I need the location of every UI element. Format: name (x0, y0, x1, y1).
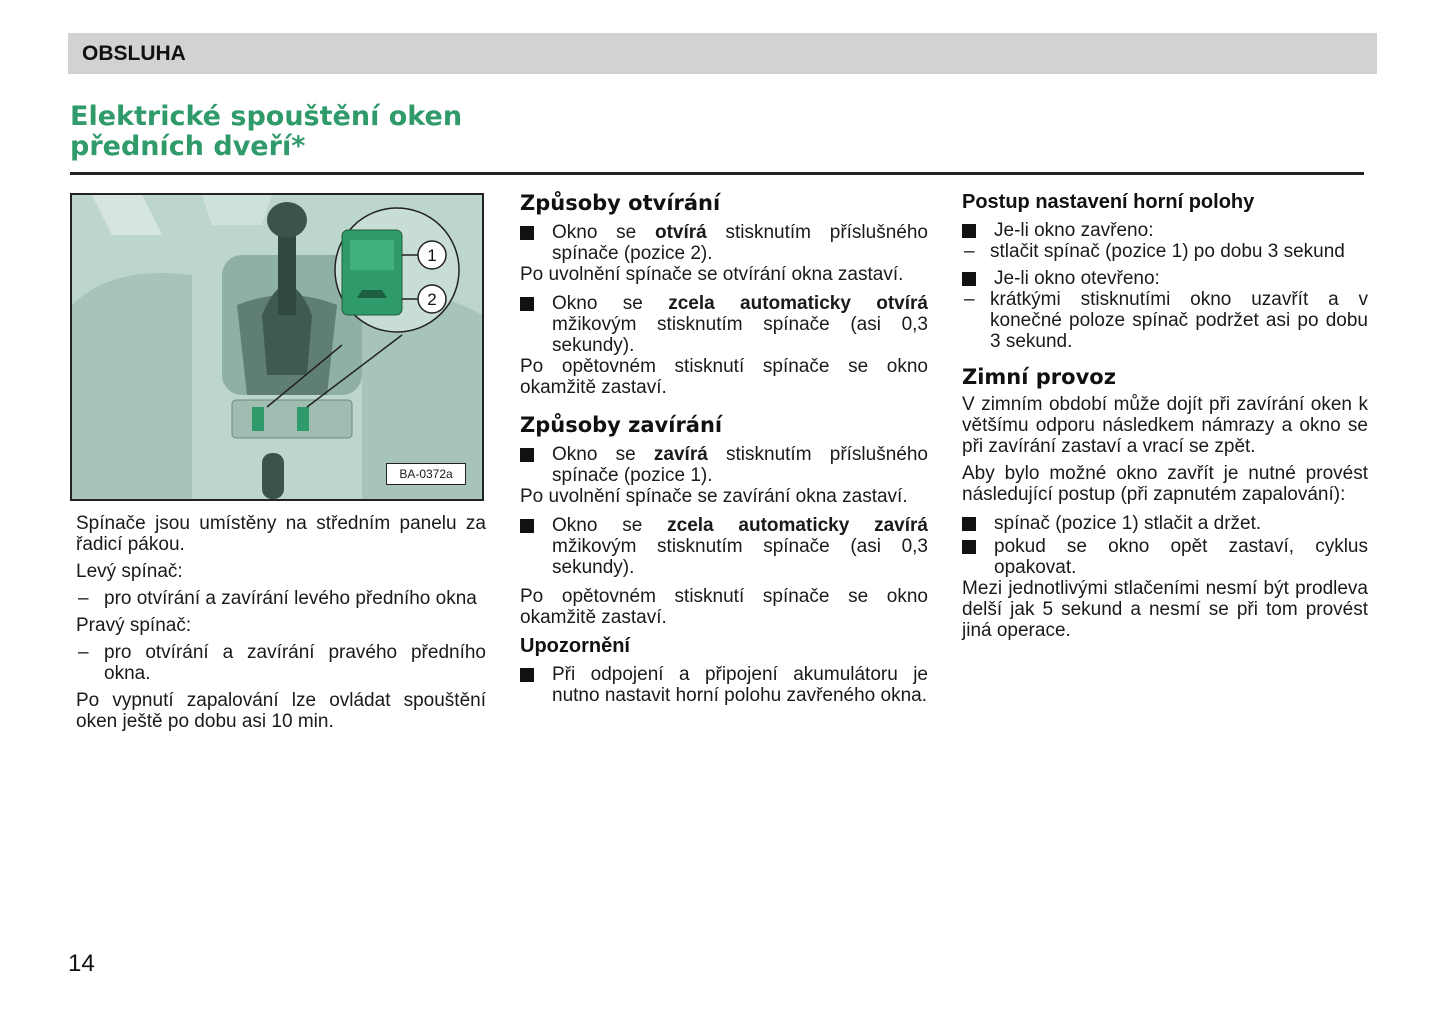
winter-bullet-1: spínač (pozice 1) stlačit a držet. (962, 513, 1368, 534)
heading-top-position: Postup nastavení horní polohy (962, 191, 1255, 213)
winter-text-1: V zimním období může dojít při zavírání oken k většímu odporu následkem námrazy a okno se při zavírání zastaví a vrací se zpět. (962, 394, 1368, 457)
winter-text-3: Mezi jednotlivými stlačeními nesmí být prodleva delší jak 5 sekund a nesmí se při tom provést jiná operace. (962, 578, 1368, 641)
winter-text-2: Aby bylo možné okno zavřít je nutné provést následující postup (při zapnutém zapalování): (962, 463, 1368, 505)
close-stop-text: Po opětovném stisknutí spínače se okno okamžitě zastaví. (520, 586, 928, 628)
bullet-square-icon (520, 519, 534, 533)
open-stop-text: Po opětovném stisknutí spínače se okno okamžitě zastaví. (520, 356, 928, 398)
column-right (962, 190, 1368, 641)
callout-2: 2 (427, 290, 437, 309)
page-number: 14 (68, 950, 95, 977)
setup-dash-2: – krátkými stisknutími okno uzavřít a v konečné poloze spínač podržet asi po dobu 3 sekund. (964, 289, 1368, 352)
column-left (76, 513, 486, 732)
open-release-text: Po uvolnění spínače se otvírání okna zastaví. (520, 264, 904, 285)
setup-bullet-2: Je-li okno otevřeno: (962, 268, 1368, 289)
bullet-square-icon (962, 224, 976, 238)
switch-location-text: Spínače jsou umístěny na středním panelu za řadicí pákou. (76, 513, 486, 555)
setup-dash-1: – stlačit spínač (pozice 1) po dobu 3 sekund (964, 241, 1345, 262)
close-release-text: Po uvolnění spínače se zavírání okna zastaví. (520, 486, 908, 507)
title-divider (70, 172, 1364, 175)
heading-winter: Zimní provoz (962, 365, 1116, 389)
page-title-line1: Elektrické spouštění oken (70, 101, 463, 132)
open-bullet-2: Okno se zcela automaticky otvírá mžikovým stisknutím spínače (asi 0,3 sekundy). (520, 293, 928, 356)
bullet-square-icon (962, 517, 976, 531)
figure-code: BA-0372a (386, 463, 466, 485)
left-switch-label: Levý spínač: (76, 561, 183, 582)
callout-1: 1 (427, 246, 437, 265)
setup-bullet-1: Je-li okno zavřeno: (962, 220, 1368, 241)
bullet-square-icon (962, 272, 976, 286)
warning-bullet: Při odpojení a připojení akumulátoru je nutno nastavit horní polohu zavřeného okna. (520, 664, 928, 706)
heading-closing: Způsoby zavírání (520, 413, 723, 437)
page-title-line2: předních dveří* (70, 131, 306, 162)
bullet-square-icon (520, 297, 534, 311)
ignition-off-text: Po vypnutí zapalování lze ovládat spouštění oken ještě po dobu asi 10 min. (76, 690, 486, 732)
bullet-square-icon (520, 448, 534, 462)
close-bullet-2: Okno se zcela automaticky zavírá mžikovým stisknutím spínače (asi 0,3 sekundy). (520, 515, 928, 578)
bullet-square-icon (520, 668, 534, 682)
window-switch-illustration (70, 193, 484, 501)
right-switch-label: Pravý spínač: (76, 615, 192, 636)
open-bullet-1: Okno se otvírá stisknutím příslušného spínače (pozice 2). (520, 222, 928, 264)
bullet-square-icon (520, 226, 534, 240)
winter-bullet-2: pokud se okno opět zastaví, cyklus opakovat. (962, 536, 1368, 578)
column-middle (520, 190, 928, 706)
section-title: OBSLUHA (82, 42, 186, 65)
left-switch-item: – pro otvírání a zavírání levého předního okna (78, 588, 477, 609)
heading-opening: Způsoby otvírání (520, 191, 721, 215)
console-drawing (72, 195, 482, 499)
heading-warning: Upozornění (520, 635, 630, 657)
right-switch-item: – pro otvírání a zavírání pravého předního okna. (78, 642, 486, 684)
section-header (68, 33, 1377, 74)
page-title (70, 102, 670, 162)
bullet-square-icon (962, 540, 976, 554)
close-bullet-1: Okno se zavírá stisknutím příslušného spínače (pozice 1). (520, 444, 928, 486)
